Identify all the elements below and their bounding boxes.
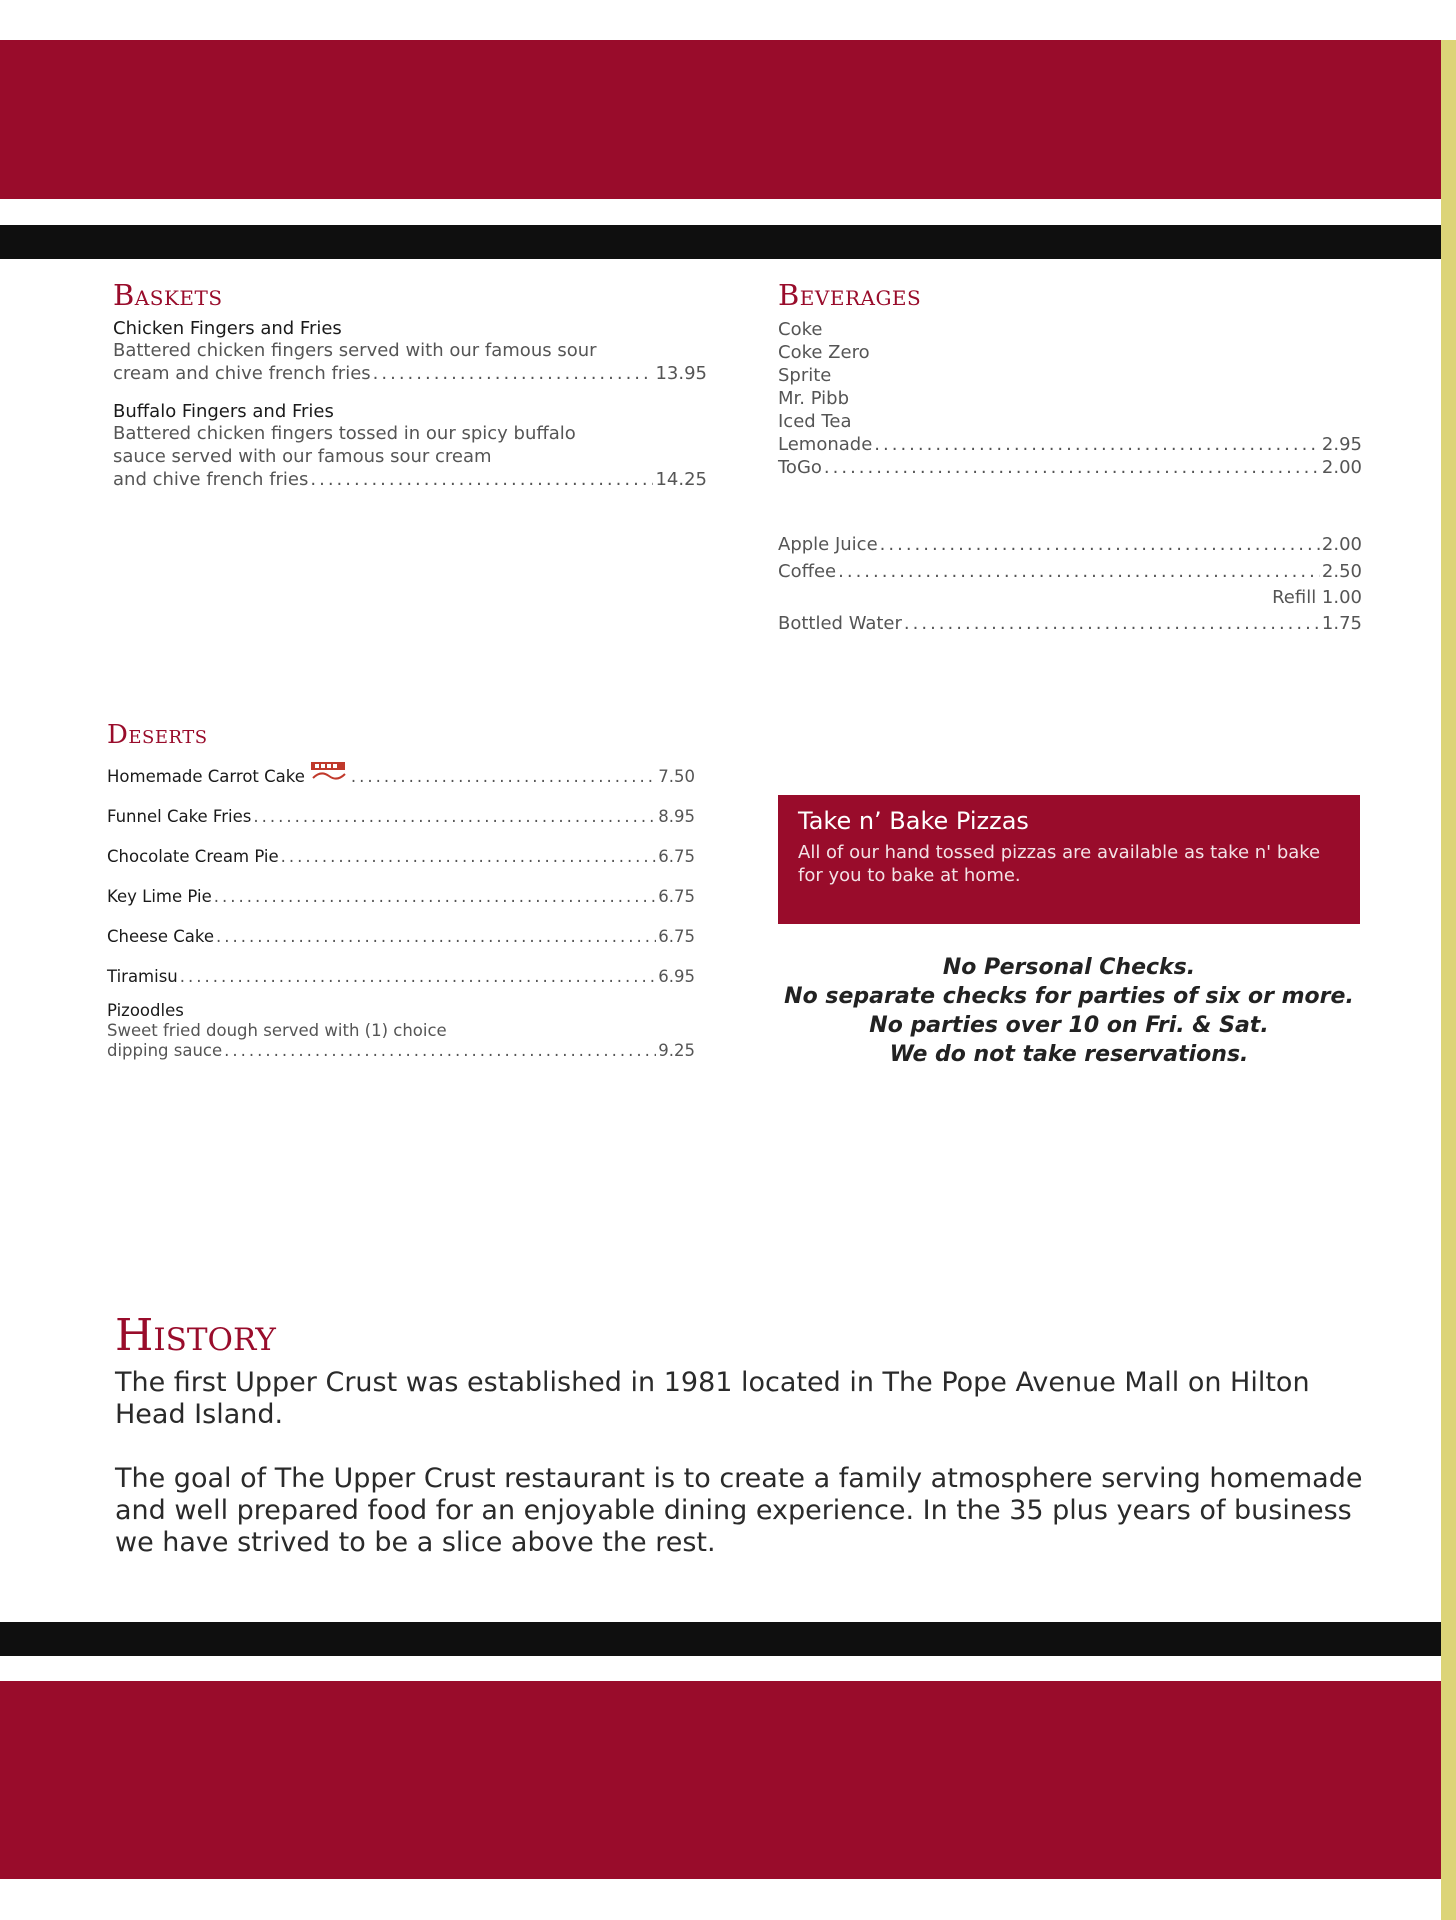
price-line bbox=[107, 957, 695, 997]
desert-name: Key Lime Pie bbox=[107, 887, 212, 906]
price-line bbox=[778, 558, 1362, 585]
price-line bbox=[113, 362, 707, 385]
policy-line: No separate checks for parties of six or more. bbox=[784, 984, 1354, 1009]
policies-notice bbox=[778, 953, 1360, 1069]
take-bake-box bbox=[778, 795, 1360, 924]
dot-leader bbox=[880, 531, 1320, 558]
dot-leader bbox=[310, 468, 653, 491]
dot-leader bbox=[904, 610, 1320, 637]
beverage-name: Coffee bbox=[778, 561, 837, 582]
beverage-item: Coke Zero bbox=[778, 342, 870, 363]
history-paragraph: The first Upper Crust was established in 1981 located in The Pope Avenue Mall on Hilton Head Island. bbox=[115, 1367, 1310, 1430]
price-line bbox=[778, 456, 1362, 479]
beverage-name: Apple Juice bbox=[778, 534, 878, 555]
top-red-band bbox=[0, 40, 1441, 199]
item-name: Buffalo Fingers and Fries bbox=[113, 401, 334, 422]
policy-line: We do not take reservations. bbox=[889, 1042, 1249, 1067]
item-description-end: and chive french fries bbox=[113, 469, 309, 490]
price-line bbox=[778, 531, 1362, 558]
beverage-item: Iced Tea bbox=[778, 411, 852, 432]
dot-leader bbox=[824, 456, 1320, 479]
desert-description: Sweet fried dough served with (1) choice bbox=[107, 1021, 447, 1040]
desert-name: Pizoodles bbox=[107, 1001, 184, 1020]
policy-line: No parties over 10 on Fri. & Sat. bbox=[869, 1013, 1269, 1038]
dot-leader bbox=[224, 1041, 656, 1061]
price-line bbox=[107, 877, 695, 917]
beverages-section bbox=[778, 278, 1362, 637]
deserts-section bbox=[107, 720, 695, 1061]
desert-name: Tiramisu bbox=[107, 967, 178, 986]
desert-price: 9.25 bbox=[658, 1041, 695, 1060]
beverages-heading: Beverages bbox=[778, 278, 922, 312]
dot-leader bbox=[216, 917, 656, 957]
menu-item bbox=[113, 401, 707, 491]
bottom-red-band bbox=[0, 1681, 1441, 1879]
dot-leader bbox=[214, 877, 657, 917]
baskets-heading: Baskets bbox=[113, 278, 223, 312]
refill-note: Refill 1.00 bbox=[1272, 587, 1362, 608]
deserts-heading: Deserts bbox=[107, 720, 208, 750]
beverage-name: ToGo bbox=[778, 457, 822, 478]
beverage-item: Coke bbox=[778, 319, 823, 340]
dot-leader bbox=[351, 757, 656, 797]
beverage-name: Lemonade bbox=[778, 434, 873, 455]
beverage-price: 2.50 bbox=[1321, 561, 1362, 582]
beverage-price: 1.75 bbox=[1321, 613, 1362, 634]
item-price: 14.25 bbox=[655, 469, 707, 490]
take-bake-title: Take n’ Bake Pizzas bbox=[798, 807, 1029, 835]
item-description: Battered chicken fingers tossed in our spicy buffalo bbox=[113, 423, 576, 444]
desert-price: 6.75 bbox=[658, 927, 695, 946]
price-line bbox=[778, 610, 1362, 637]
beverage-price: 2.00 bbox=[1321, 457, 1362, 478]
desert-price: 8.95 bbox=[658, 807, 695, 826]
item-price: 13.95 bbox=[655, 363, 707, 384]
desert-price: 6.75 bbox=[658, 847, 695, 866]
desert-price: 6.95 bbox=[658, 967, 695, 986]
beverage-price: 2.00 bbox=[1321, 534, 1362, 555]
dot-leader bbox=[281, 837, 657, 877]
item-description: Battered chicken fingers served with our famous sour bbox=[113, 340, 597, 361]
desert-name: Funnel Cake Fries bbox=[107, 807, 252, 826]
desert-description-end: dipping sauce bbox=[107, 1041, 223, 1060]
baskets-section bbox=[113, 278, 707, 507]
history-section bbox=[115, 1310, 1365, 1591]
desert-price: 7.50 bbox=[658, 767, 695, 786]
dot-leader bbox=[838, 558, 1320, 585]
beverage-price: 2.95 bbox=[1321, 434, 1362, 455]
upper-crust-logo-icon bbox=[307, 756, 349, 782]
price-line bbox=[778, 433, 1362, 456]
dot-leader bbox=[180, 957, 656, 997]
history-paragraph: The goal of The Upper Crust restaurant is to create a family atmosphere serving homemade and well prepared food for an enjoyable dining experience. In the 35 plus years of business we have strived to be a slice above the rest. bbox=[115, 1463, 1363, 1558]
top-black-band bbox=[0, 225, 1441, 259]
price-line bbox=[107, 917, 695, 957]
beverage-name: Bottled Water bbox=[778, 613, 902, 634]
price-line bbox=[107, 837, 695, 877]
price-line bbox=[107, 756, 695, 797]
dot-leader bbox=[874, 433, 1320, 456]
item-description: sauce served with our famous sour cream bbox=[113, 446, 492, 467]
menu-item bbox=[113, 318, 707, 385]
price-line bbox=[113, 468, 707, 491]
price-line bbox=[107, 797, 695, 837]
take-bake-description: All of our hand tossed pizzas are available as take n' bake for you to bake at home. bbox=[798, 842, 1321, 886]
gold-edge-strip bbox=[1441, 0, 1456, 1920]
desert-name: Cheese Cake bbox=[107, 927, 215, 946]
price-line bbox=[107, 1041, 695, 1061]
desert-price: 6.75 bbox=[658, 887, 695, 906]
desert-name: Homemade Carrot Cake bbox=[107, 767, 305, 786]
history-heading: History bbox=[115, 1310, 276, 1361]
bottom-black-band bbox=[0, 1622, 1441, 1656]
desert-name: Chocolate Cream Pie bbox=[107, 847, 279, 866]
beverage-group bbox=[778, 531, 1362, 637]
beverage-item: Sprite bbox=[778, 365, 832, 386]
beverage-item: Mr. Pibb bbox=[778, 388, 850, 409]
policy-line: No Personal Checks. bbox=[942, 955, 1196, 980]
item-name: Chicken Fingers and Fries bbox=[113, 318, 342, 339]
dot-leader bbox=[373, 362, 654, 385]
dot-leader bbox=[253, 797, 656, 837]
item-description-end: cream and chive french fries bbox=[113, 363, 371, 384]
